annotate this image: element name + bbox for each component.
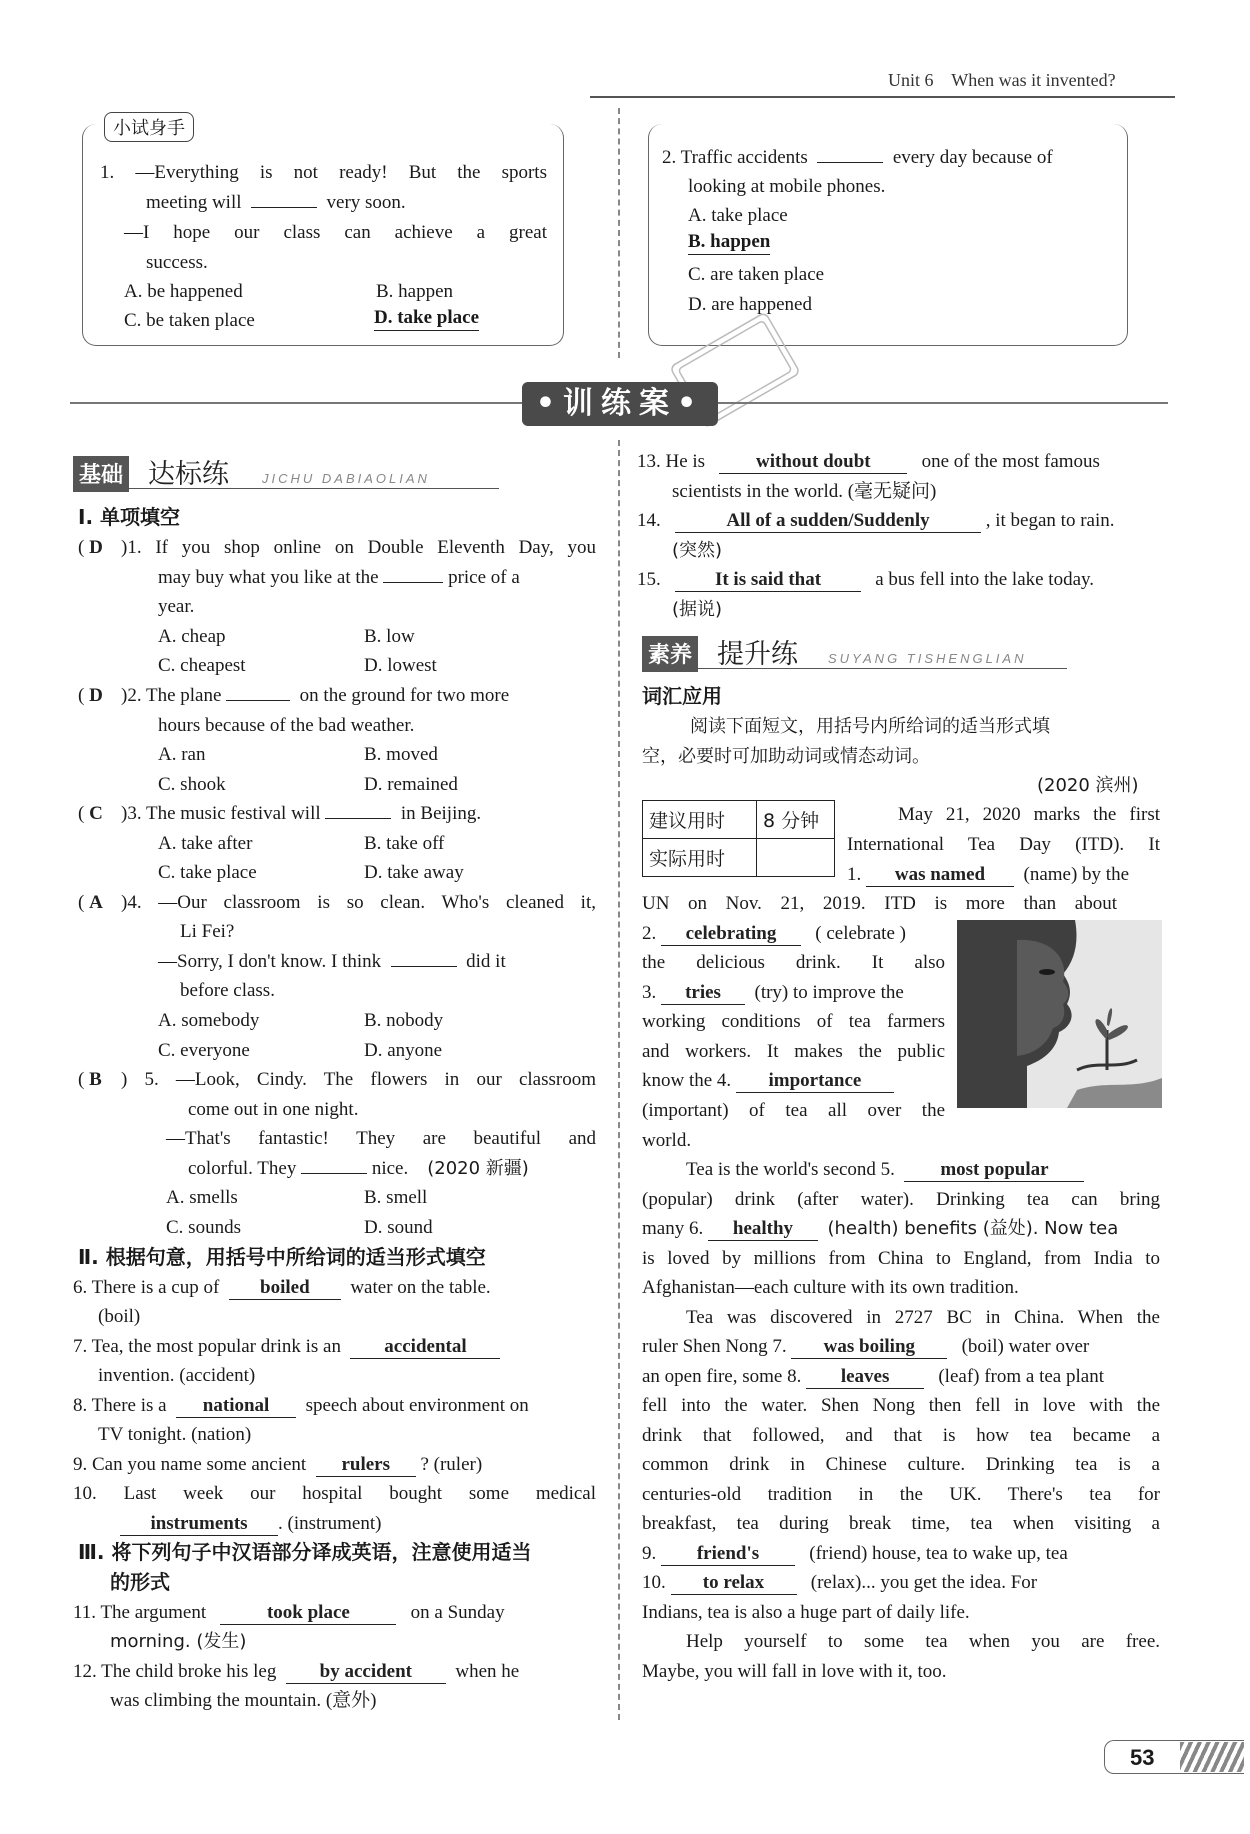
mcq-4-line4: before class.	[180, 980, 275, 1001]
translate-11-line2: morning. (发生)	[110, 1631, 247, 1652]
vocab-instructions-2: 空，必要时可加助动词或情态动词。	[642, 746, 930, 767]
mcq-5-line4: colorful. They nice. (2020 新疆)	[188, 1158, 529, 1179]
trial-q2-line2: looking at mobile phones.	[688, 176, 886, 197]
mcq-5-line3: —That's fantastic! They are beautiful and	[166, 1128, 596, 1149]
mcq-4-line1: )4. —Our classroom is so clean. Who's cleaned it,	[121, 892, 596, 913]
fill-7: 7. Tea, the most popular drink is an accidental	[73, 1332, 596, 1361]
trial-q1-blank	[251, 207, 317, 208]
literacy-band-rule	[642, 668, 1067, 669]
mcq-4-answer: ( A	[78, 892, 103, 913]
translate-14-line2: (突然)	[672, 540, 723, 561]
mcq-1-line3: year.	[158, 596, 195, 617]
mcq-4-line2: Li Fei?	[180, 921, 235, 942]
banner-dot-left-icon: •	[535, 386, 563, 421]
mcq-3-option-d: D. take away	[364, 862, 464, 883]
p1-line8: working conditions of tea farmers	[642, 1011, 945, 1032]
basic-band: 基础	[73, 456, 129, 492]
tea-woman-illustration	[957, 920, 1162, 1108]
p3-line6: common drink in Chinese culture. Drinking tea is a	[642, 1454, 1160, 1475]
translate-15: 15. It is said that a bus fell into the lake today.	[637, 569, 1095, 590]
p4-line2: Maybe, you will fall in love with it, too.	[642, 1661, 947, 1682]
mcq-3-answer: ( C	[78, 803, 103, 824]
unit-label: Unit 6	[888, 70, 934, 90]
unit-title: When was it invented?	[951, 70, 1116, 90]
p3-line5: drink that followed, and that is how tea became a	[642, 1425, 1160, 1446]
vocab-source: (2020 滨州)	[1037, 775, 1139, 796]
p1-line10: know the 4. importance	[642, 1066, 945, 1095]
literacy-band-sub: 提升练	[717, 639, 798, 670]
mcq-4-line3: —Sorry, I don't know. I think did it	[158, 951, 506, 972]
banner-dot-right-icon: •	[677, 386, 705, 421]
translate-12: 12. The child broke his leg by accident when he	[73, 1661, 520, 1682]
mcq-3-option-b: B. take off	[364, 833, 445, 854]
p3-line2: ruler Shen Nong 7. was boiling (boil) water over	[642, 1336, 1090, 1357]
trial-q1-line4: success.	[146, 252, 208, 273]
section-2-title: Ⅱ. 根据句意，用括号中所给词的适当形式填空	[78, 1245, 486, 1269]
translate-12-line2: was climbing the mountain. (意外)	[110, 1690, 377, 1711]
mcq-1-option-a: A. cheap	[158, 626, 226, 647]
trial-label: 小试身手	[104, 112, 194, 142]
timer-actual-label: 实际用时	[643, 839, 757, 877]
mcq-5-option-b: B. smell	[364, 1187, 428, 1208]
p1-line2: International Tea Day (ITD). It	[847, 834, 1160, 855]
mcq-3-option-a: A. take after	[158, 833, 253, 854]
mcq-2-option-a: A. ran	[158, 744, 206, 765]
p3-line7: centuries-old tradition in the UK. There's tea for	[642, 1484, 1160, 1505]
fill-9: 9. Can you name some ancient rulers ? (ruler)	[73, 1454, 483, 1475]
trial-q2-option-d: D. are happened	[688, 294, 812, 315]
trial-q1-line2: meeting will very soon.	[146, 192, 406, 213]
literacy-pinyin: SUYANG TISHENGLIAN	[828, 651, 1027, 666]
trial-q1-option-c: C. be taken place	[124, 310, 255, 331]
fill-8: 8. There is a national speech about environment on	[73, 1395, 529, 1416]
fill-7-line2: invention. (accident)	[98, 1365, 256, 1386]
p3-line1: Tea was discovered in 2727 BC in China. When the	[686, 1307, 1160, 1328]
p1-line1: May 21, 2020 marks the first	[898, 804, 1160, 825]
mcq-5-answer: ( B	[78, 1069, 102, 1090]
p1-line7: 3. tries (try) to improve the	[642, 982, 904, 1003]
mcq-2-line2: hours because of the bad weather.	[158, 715, 415, 736]
page-number-stripes	[1180, 1742, 1244, 1772]
section-3-title-line2: 的形式	[110, 1570, 170, 1594]
mcq-1-option-c: C. cheapest	[158, 655, 246, 676]
mcq-2-line1: )2. The plane on the ground for two more	[121, 685, 510, 706]
banner-title: 训练案	[563, 386, 677, 421]
translate-15-line2: (据说)	[672, 599, 723, 620]
trial-q2-option-a: A. take place	[688, 205, 788, 226]
banner	[522, 382, 718, 426]
vocab-title: 词汇应用	[642, 684, 722, 708]
basic-pinyin: JICHU DABIAOLIAN	[262, 471, 430, 486]
basic-band-rule	[73, 488, 499, 489]
header-unit	[888, 70, 1116, 91]
mcq-4-option-b: B. nobody	[364, 1010, 444, 1031]
mcq-2-option-b: B. moved	[364, 744, 438, 765]
mcq-1-line1: )1. If you shop online on Double Eleventh Day, you	[121, 537, 596, 558]
mcq-4-option-d: D. anyone	[364, 1040, 443, 1061]
section-1-title: Ⅰ. 单项填空	[78, 505, 181, 529]
literacy-band: 素养	[642, 636, 698, 672]
mcq-5-option-d: D. sound	[364, 1217, 433, 1238]
timer-suggest-label: 建议用时	[643, 801, 757, 839]
translate-14: 14. All of a sudden/Suddenly , it began to rain.	[637, 510, 1115, 531]
trial-q2-option-b-answer: B. happen	[688, 230, 770, 255]
trial-q1-option-d-answer: D. take place	[374, 306, 479, 331]
translate-13-line2: scientists in the world. (毫无疑问)	[672, 481, 937, 502]
p1-line9: and workers. It makes the public	[642, 1041, 945, 1062]
mcq-3-option-c: C. take place	[158, 862, 257, 883]
p2-line5: Afghanistan—each culture with its own tradition.	[642, 1277, 1019, 1298]
mcq-5-option-c: C. sounds	[166, 1217, 241, 1238]
p3-line8: breakfast, tea during break time, tea when visiting a	[642, 1513, 1160, 1534]
page-number: 53	[1130, 1745, 1155, 1770]
mcq-4-option-c: C. everyone	[158, 1040, 250, 1061]
trial-q1-option-a: A. be happened	[124, 281, 243, 302]
mcq-2-answer: ( D	[78, 685, 103, 706]
trial-q2-blank	[817, 162, 883, 163]
basic-band-sub: 达标练	[148, 459, 229, 490]
fill-6: 6. There is a cup of boiled water on the table.	[73, 1277, 491, 1298]
timer-table	[642, 800, 835, 877]
trial-q2-line1: 2. Traffic accidents every day because of	[662, 147, 1053, 168]
trial-q2-option-c: C. are taken place	[688, 264, 825, 285]
p4-line1: Help yourself to some tea when you are free.	[686, 1631, 1160, 1652]
p3-line10: 10. to relax (relax)... you get the idea. For	[642, 1572, 1038, 1593]
timer-actual-value[interactable]	[757, 839, 835, 877]
header-rule	[590, 96, 1175, 98]
mcq-2-option-c: C. shook	[158, 774, 226, 795]
translate-11: 11. The argument took place on a Sunday	[73, 1602, 505, 1623]
trial-q1-line3: —I hope our class can achieve a great	[124, 222, 547, 243]
p1-line5: 2. celebrating ( celebrate )	[642, 923, 906, 944]
fill-10: 10. Last week our hospital bought some medical	[73, 1483, 596, 1504]
timer-suggest-value: 8 分钟	[757, 801, 835, 839]
p1-line4: UN on Nov. 21, 2019. ITD is more than about	[642, 893, 1117, 914]
column-divider-top	[618, 108, 620, 358]
p2-line1: Tea is the world's second 5. most popular	[686, 1155, 1160, 1184]
p1-line6: the delicious drink. It also	[642, 952, 945, 973]
p3-line9: 9. friend's (friend) house, tea to wake up, tea	[642, 1543, 1068, 1564]
trial-q1-option-b: B. happen	[376, 281, 454, 302]
mcq-5-line2: come out in one night.	[188, 1099, 359, 1120]
p1-line11: (important) of tea all over the	[642, 1100, 945, 1121]
fill-10-line2: instruments . (instrument)	[120, 1509, 381, 1538]
trial-q1-line1: 1. —Everything is not ready! But the sports	[100, 162, 547, 183]
mcq-1-answer: ( D	[78, 537, 103, 558]
mcq-1-line2: may buy what you like at the price of a	[158, 567, 520, 588]
section-3-title: Ⅲ. 将下列句子中汉语部分译成英语，注意使用适当	[78, 1540, 532, 1564]
vocab-instructions-1: 阅读下面短文，用括号内所给词的适当形式填	[690, 716, 1050, 737]
p2-line4: is loved by millions from China to England, from India to	[642, 1248, 1160, 1269]
p1-line12: world.	[642, 1130, 692, 1151]
mcq-3-line1: )3. The music festival will in Beijing.	[121, 803, 482, 824]
mcq-4-option-a: A. somebody	[158, 1010, 260, 1031]
p1-line3: 1. was named (name) by the	[847, 864, 1130, 885]
mcq-5-option-a: A. smells	[166, 1187, 238, 1208]
mcq-1-option-b: B. low	[364, 626, 415, 647]
column-divider-main	[618, 440, 620, 1720]
mcq-5-line1: ) 5. —Look, Cindy. The flowers in our classroom	[121, 1069, 596, 1090]
p3-line11: Indians, tea is also a huge part of daily life.	[642, 1602, 970, 1623]
p3-line3: an open fire, some 8. leaves (leaf) from a tea plant	[642, 1366, 1104, 1387]
p2-line2: (popular) drink (after water). Drinking tea can bring	[642, 1189, 1160, 1210]
fill-6-hint: (boil)	[98, 1306, 141, 1327]
translate-13: 13. He is without doubt one of the most famous	[637, 451, 1100, 472]
mcq-2-option-d: D. remained	[364, 774, 458, 795]
mcq-1-option-d: D. lowest	[364, 655, 437, 676]
p3-line4: fell into the water. Shen Nong then fell in love with the	[642, 1395, 1160, 1416]
fill-8-line2: TV tonight. (nation)	[98, 1424, 252, 1445]
p2-line3: many 6. healthy (health) benefits (益处). Now tea	[642, 1218, 1119, 1239]
